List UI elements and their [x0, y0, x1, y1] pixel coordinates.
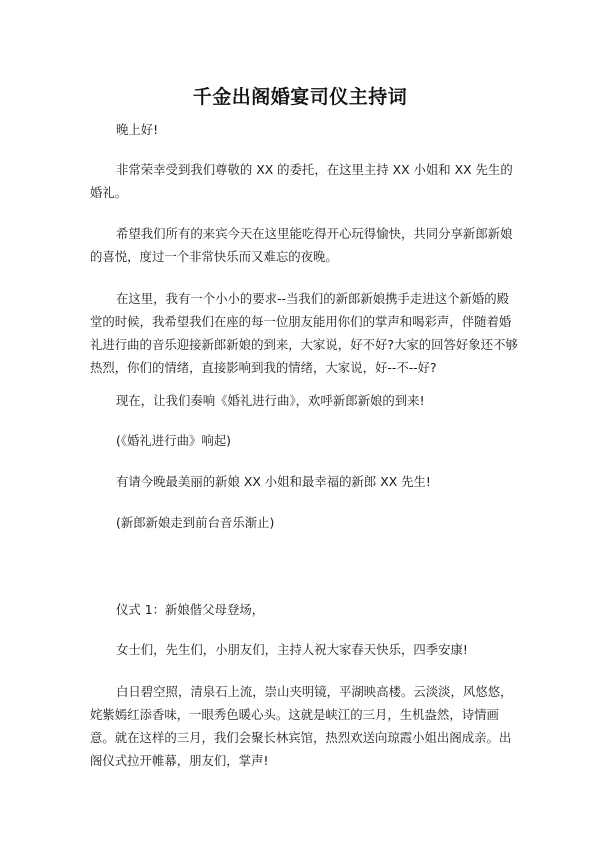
paragraph-ladies-gentlemen: 女士们，先生们，小朋友们，主持人祝大家春天快乐，四季安康!: [116, 642, 468, 657]
paragraph-march: 现在，让我们奏响《婚礼进行曲》，欢呼新郎新娘的到来!: [116, 393, 425, 408]
paragraph-request: 在这里，我有一个小小的要求--当我们的新郎新娘携手走进这个新婚的殿堂的时候，我希望我们在座的每一位朋友能用你们的掌声和喝彩声，伴随着婚礼进行曲的音乐迎接新郎新娘的到来，大家说，好不好?大家的回答好象还不够热烈，你们的情绪，直接影响到我的情绪，大家说，好--不--好?: [90, 291, 518, 375]
paragraph-couple-walk: (新郎新娘走到前台音乐渐止): [116, 515, 275, 530]
paragraph-poem: 白日碧空照，清泉石上流，崇山夹明镜，平湖映高楼。云淡淡，风悠悠，姹紫嫣红添香味，一眼秀色暖心头。这就是峡江的三月，生机盎然，诗情画意。就在这样的三月，我们会聚长林宾馆，热烈欢送向琼霞小姐出阁成亲。出阁仪式拉开帷幕，朋友们，掌声!: [90, 684, 513, 768]
paragraph-wishes: 希望我们所有的来宾今天在这里能吃得开心玩得愉快，共同分享新郎新娘的喜悦，度过一个非常快乐而又难忘的夜晚。: [90, 226, 513, 264]
paragraph-march-plays: (《婚礼进行曲》响起): [116, 433, 231, 448]
paragraph-intro: 非常荣幸受到我们尊敬的 XX 的委托，在这里主持 XX 小姐和 XX 先生的婚礼。: [90, 162, 513, 200]
document-title: 千金出阁婚宴司仪主持词: [192, 86, 408, 108]
paragraph-ceremony-1: 仪式 1：新娘偕父母登场，: [116, 602, 265, 617]
paragraph-invite-couple: 有请今晚最美丽的新娘 XX 小姐和最幸福的新郎 XX 先生!: [116, 474, 431, 489]
paragraph-greeting: 晚上好!: [116, 122, 159, 137]
